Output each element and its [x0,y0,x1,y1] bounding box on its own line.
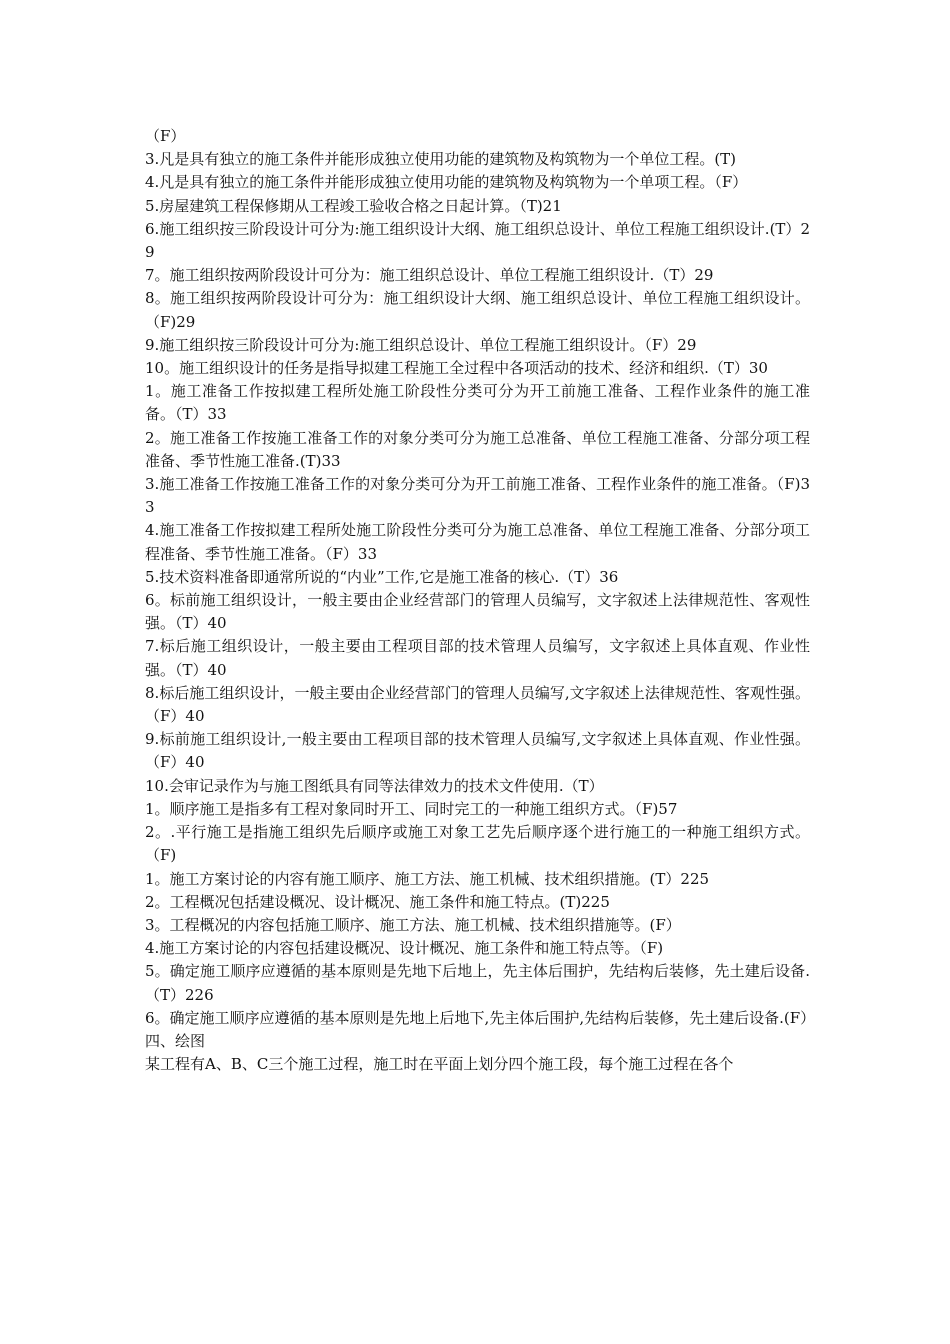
text-line: 5.房屋建筑工程保修期从工程竣工验收合格之日起计算。（T)21 [145,196,562,215]
text-line: 4.施工准备工作按拟建工程所处施工阶段性分类可分为施工总准备、单位工程施工准备、分部分项工程准备、季节性施工准备。（F）33 [145,521,810,563]
document-body [145,125,816,1076]
text-line: 2。.平行施工是指施工组织先后顺序或施工对象工艺先后顺序逐个进行施工的一种施工组织方式。（F) [145,823,810,865]
text-line: 5.技术资料准备即通常所说的“内业”工作,它是施工准备的核心.（T）36 [145,567,619,586]
text-line: 9.施工组织按三阶段设计可分为:施工组织总设计、单位工程施工组织设计。（F）29 [145,335,697,354]
text-line: 10。施工组织设计的任务是指导拟建工程施工全过程中各项活动的技术、经济和组织.（T）30 [145,359,768,378]
text-line: 2。施工准备工作按施工准备工作的对象分类可分为施工总准备、单位工程施工准备、分部分项工程准备、季节性施工准备.(T)33 [145,428,810,470]
text-line: 2。工程概况包括建设概况、设计概况、施工条件和施工特点。(T)225 [145,892,610,911]
text-line: 7.标后施工组织设计，一般主要由工程项目部的技术管理人员编写，文字叙述上具体直观、作业性强。（T）40 [145,637,810,679]
text-line: 3.凡是具有独立的施工条件并能形成独立使用功能的建筑物及构筑物为一个单位工程。(T) [145,150,737,169]
text-line: 1。顺序施工是指多有工程对象同时开工、同时完工的一种施工组织方式。（F)57 [145,799,678,818]
text-line: 5。确定施工顺序应遵循的基本原则是先地下后地上，先主体后围护，先结构后装修，先土建后设备.（T）226 [145,962,810,1004]
text-line: 3.施工准备工作按施工准备工作的对象分类可分为开工前施工准备、工程作业条件的施工准备。（F)33 [145,475,810,517]
text-line: （F） [145,127,186,145]
text-line: 4.凡是具有独立的施工条件并能形成独立使用功能的建筑物及构筑物为一个单项工程。（F） [145,173,748,192]
text-line: 某工程有A、B、C三个施工过程，施工时在平面上划分四个施工段，每个施工过程在各个 [145,1055,734,1074]
text-line: 6.施工组织按三阶段设计可分为:施工组织设计大纲、施工组织总设计、单位工程施工组织设计.(T）29 [145,219,810,262]
text-line: 4.施工方案讨论的内容包括建设概况、设计概况、施工条件和施工特点等。（F) [145,939,664,958]
text-line: 3。工程概况的内容包括施工顺序、施工方法、施工机械、技术组织措施等。(F） [145,915,681,934]
text-line: 6。标前施工组织设计，一般主要由企业经营部门的管理人员编写，文字叙述上法律规范性、客观性强。（T）40 [145,591,810,633]
text-line: 8.标后施工组织设计，一般主要由企业经营部门的管理人员编写,文字叙述上法律规范性、客观性强。（F）40 [145,683,810,726]
text-line: 9.标前施工组织设计,一般主要由工程项目部的技术管理人员编写,文字叙述上具体直观、作业性强。（F）40 [145,730,810,772]
text-line: 1。施工方案讨论的内容有施工顺序、施工方法、施工机械、技术组织措施。(T）225 [145,869,710,888]
text-line: 10.会审记录作为与施工图纸具有同等法律效力的技术文件使用.（T） [145,776,604,795]
text-line: 1。施工准备工作按拟建工程所处施工阶段性分类可分为开工前施工准备、工程作业条件的施工准备。（T）33 [145,382,810,424]
text-line: 8。施工组织按两阶段设计可分为：施工组织设计大纲、施工组织总设计、单位工程施工组织设计。（F)29 [145,289,810,331]
text-line: 7。施工组织按两阶段设计可分为：施工组织总设计、单位工程施工组织设计.（T）29 [145,266,714,285]
section-heading: 四、绘图 [145,1031,206,1050]
text-line: 6。确定施工顺序应遵循的基本原则是先地上后地下,先主体后围护,先结构后装修，先土建后设备.(F） [145,1008,816,1027]
